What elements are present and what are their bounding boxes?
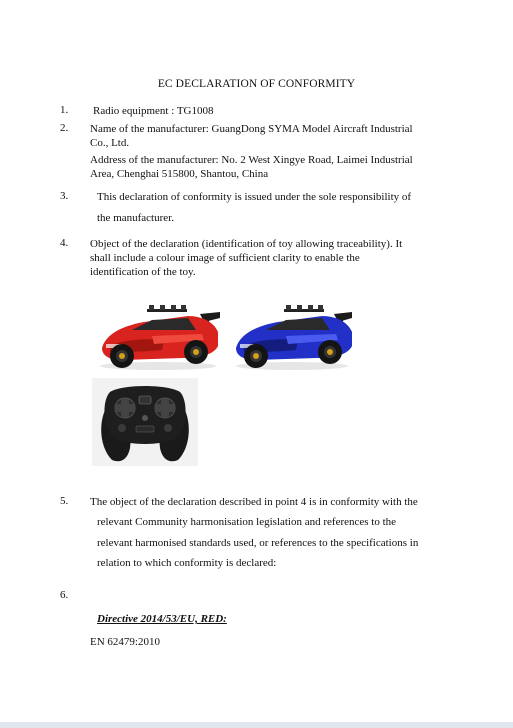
item-4-line-3: identification of the toy. <box>90 266 196 278</box>
item-5-line-4: relation to which conformity is declared: <box>97 557 277 569</box>
item-6-number: 6. <box>60 589 69 601</box>
item-1-number: 1. <box>60 104 69 116</box>
item-5-number: 5. <box>60 495 69 507</box>
manufacturer-name-line-2: Co., Ltd. <box>90 137 130 149</box>
harmonised-standard: EN 62479:2010 <box>90 636 160 648</box>
manufacturer-address-line-1: Address of the manufacturer: No. 2 West Xingye Road, Laimei Industrial <box>90 154 413 166</box>
item-4-number: 4. <box>60 237 69 249</box>
document-title: EC DECLARATION OF CONFORMITY <box>157 78 356 90</box>
remote-controller-image <box>92 378 198 466</box>
red-rc-car-image <box>92 300 224 372</box>
item-1-text: Radio equipment : TG1008 <box>93 105 214 117</box>
item-2-number: 2. <box>60 122 69 134</box>
manufacturer-name-line-1: Name of the manufacturer: GuangDong SYMA Model Aircraft Industrial <box>90 123 413 135</box>
item-3-number: 3. <box>60 190 69 202</box>
item-4-line-1: Object of the declaration (identification of toy allowing traceability). It <box>90 238 403 250</box>
item-5-line-3: relevant harmonised standards used, or references to the specifications in <box>97 537 419 549</box>
directive-heading: Directive 2014/53/EU, RED: <box>97 613 227 625</box>
item-4-line-2: shall include a colour image of sufficient clarity to enable the <box>90 252 360 264</box>
item-3-line-2: the manufacturer. <box>97 212 174 224</box>
manufacturer-address-line-2: Area, Chenghai 515800, Shantou, China <box>90 168 269 180</box>
blue-rc-car-image <box>228 300 356 372</box>
item-3-line-1: This declaration of conformity is issued under the sole responsibility of <box>97 191 412 203</box>
page-bottom-edge <box>0 722 513 728</box>
item-5-line-2: relevant Community harmonisation legislation and references to the <box>97 516 397 528</box>
item-5-line-1: The object of the declaration described in point 4 is in conformity with the <box>90 496 418 508</box>
